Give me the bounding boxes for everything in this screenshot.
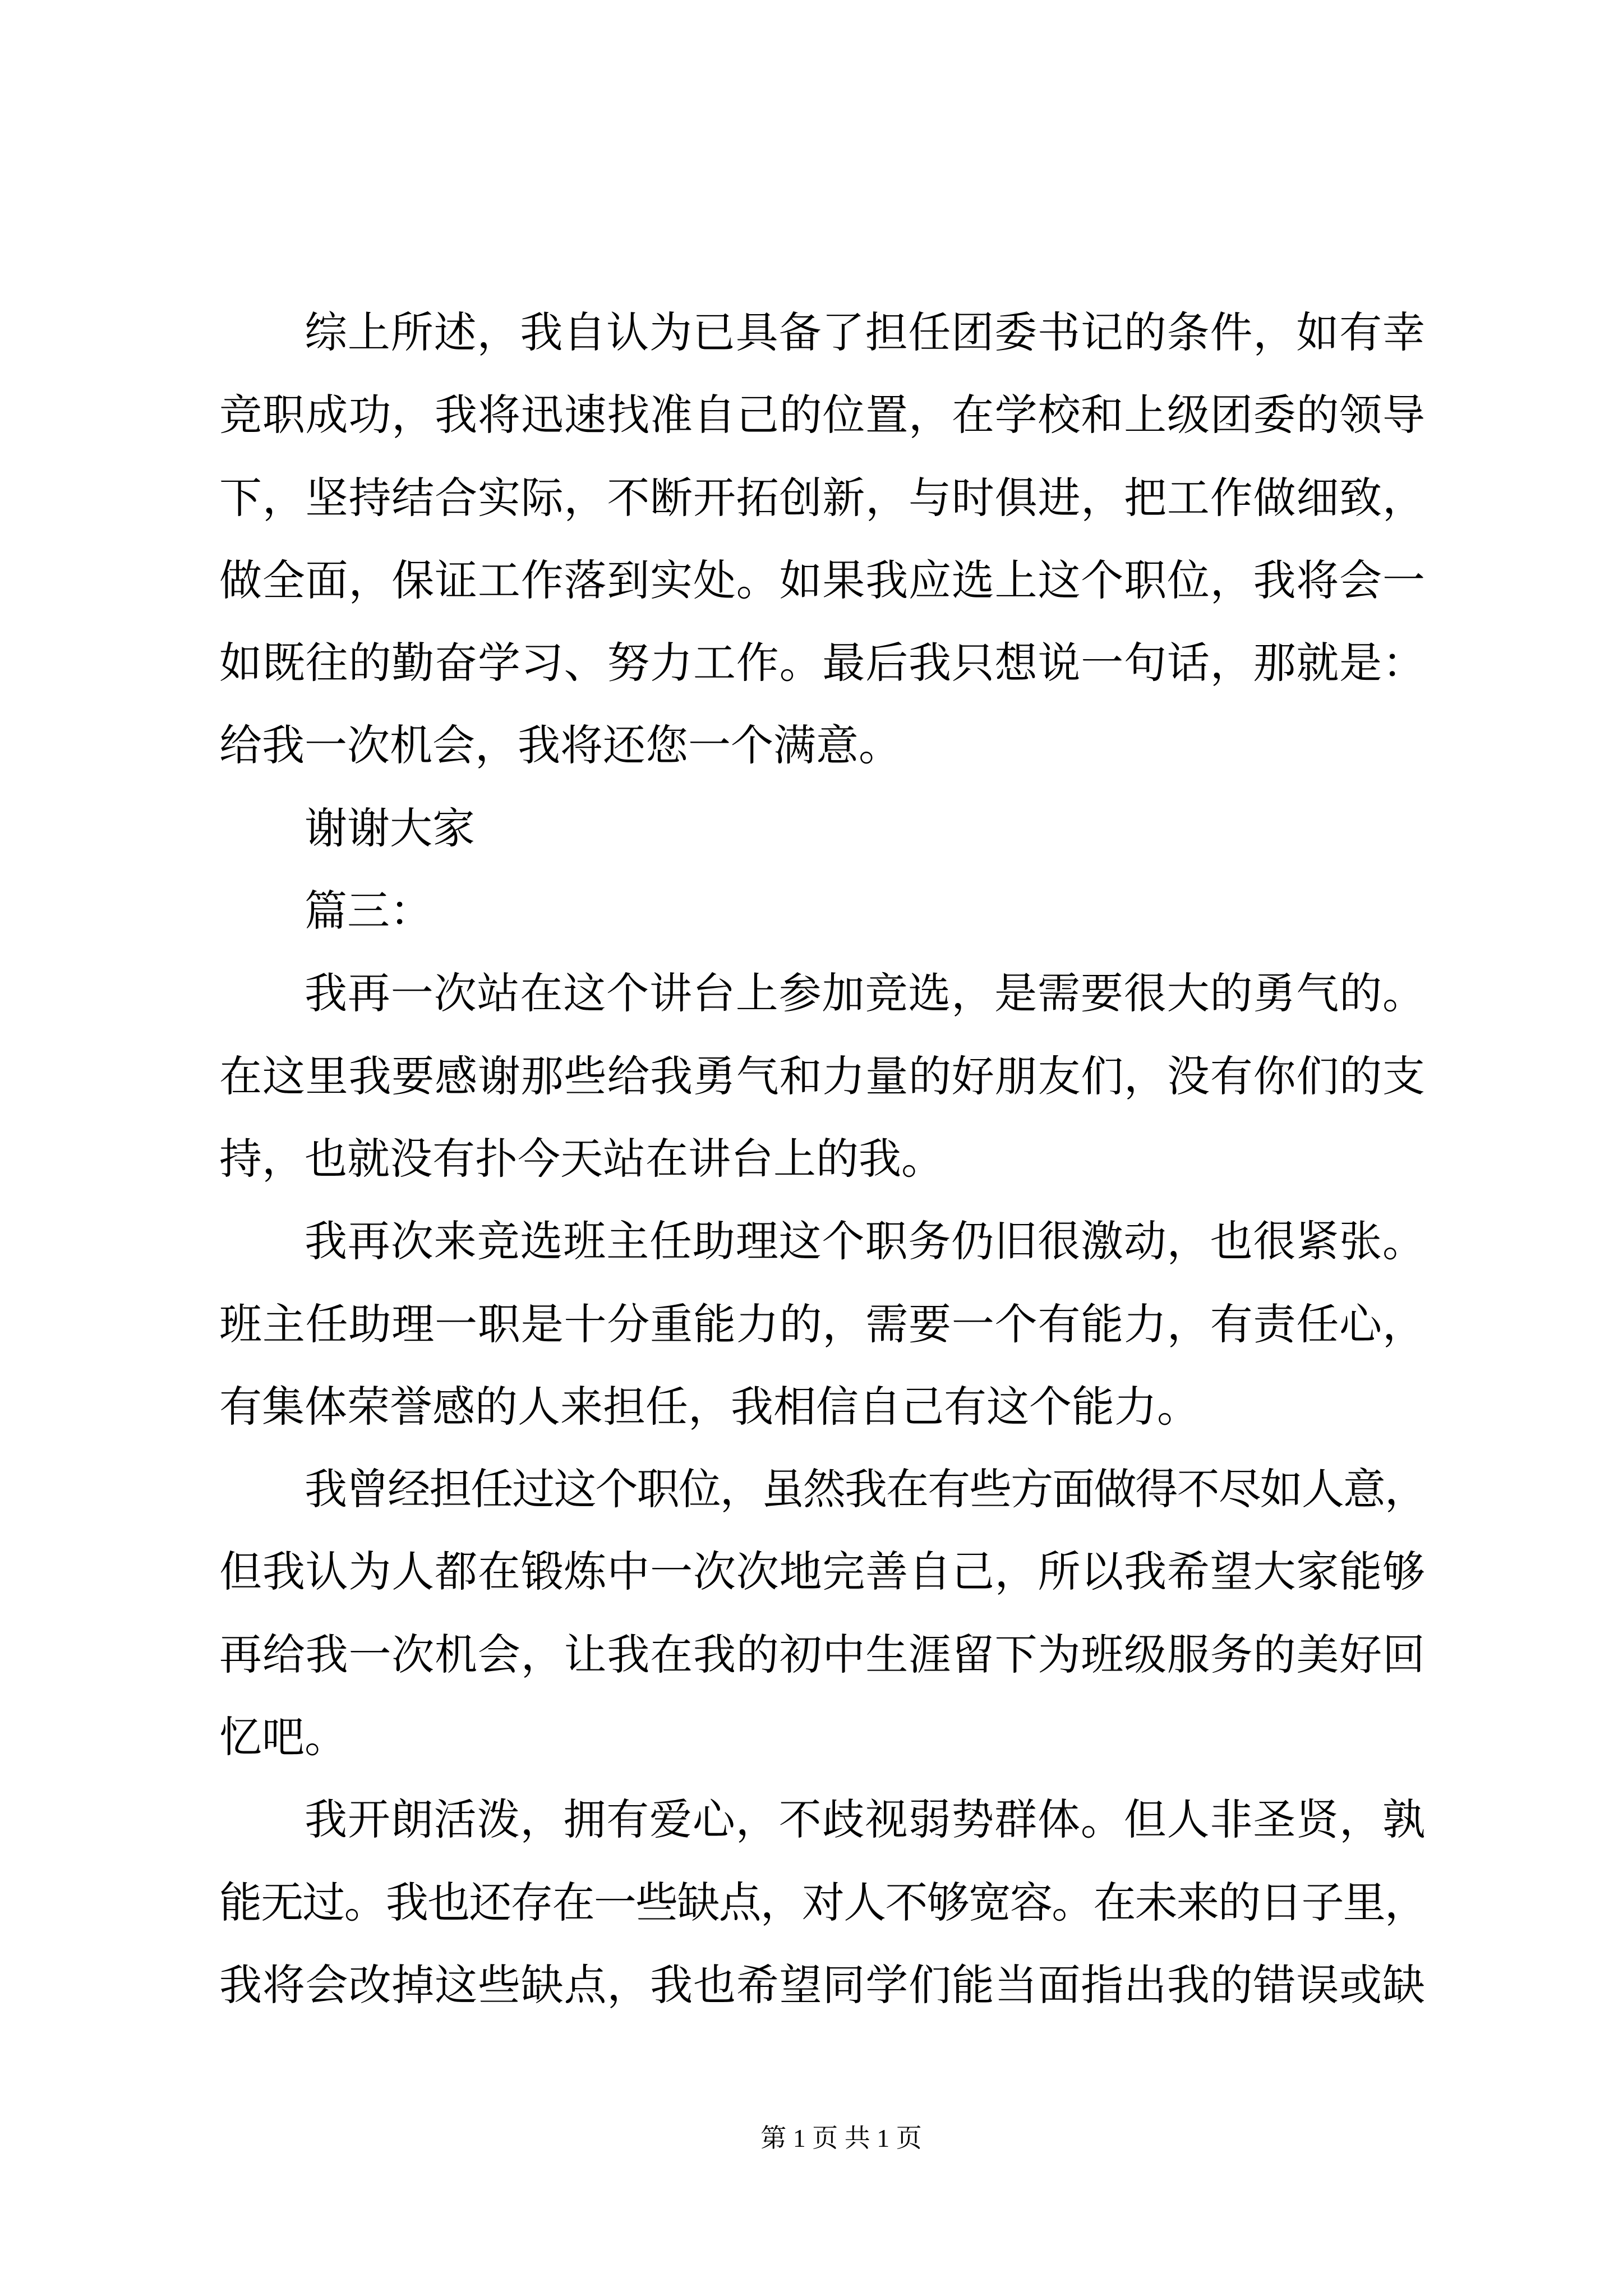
paragraph-line: 竞职成功，我将迅速找准自己的位置，在学校和上级团委的领导 bbox=[219, 392, 1425, 440]
paragraph-personality bbox=[219, 1779, 1425, 2027]
document-body bbox=[219, 292, 1425, 2027]
paragraph-line: 如既往的勤奋学习、努力工作。最后我只想说一句话，那就是： bbox=[219, 640, 1425, 688]
paragraph-line: 下，坚持结合实际，不断开拓创新，与时俱进，把工作做细致， bbox=[219, 475, 1425, 522]
section-heading-line: 篇三： bbox=[305, 888, 432, 936]
closing-line: 谢谢大家 bbox=[305, 805, 475, 853]
paragraph-line: 再给我一次机会，让我在我的初中生涯留下为班级服务的美好回 bbox=[219, 1631, 1425, 1679]
paragraph-line: 我再一次站在这个讲台上参加竞选，是需要很大的勇气的。 bbox=[305, 970, 1425, 1018]
page-footer: 第 1 页 共 1 页 bbox=[760, 2124, 922, 2152]
paragraph-line: 在这里我要感谢那些给我勇气和力量的好朋友们，没有你们的支 bbox=[219, 1053, 1425, 1101]
paragraph-conclusion bbox=[219, 292, 1425, 788]
paragraph-line: 我开朗活泼，拥有爱心，不歧视弱势群体。但人非圣贤，孰 bbox=[305, 1797, 1425, 1844]
section-heading bbox=[219, 871, 1425, 953]
paragraph-line: 给我一次机会，我将还您一个满意。 bbox=[219, 723, 901, 770]
paragraph-line: 做全面，保证工作落到实处。如果我应选上这个职位，我将会一 bbox=[219, 557, 1425, 605]
paragraph-line: 但我认为人都在锻炼中一次次地完善自己，所以我希望大家能够 bbox=[219, 1549, 1425, 1596]
paragraph-line: 持，也就没有扑今天站在讲台上的我。 bbox=[219, 1135, 944, 1183]
paragraph-experience bbox=[219, 1449, 1425, 1779]
paragraph-line: 我将会改掉这些缺点，我也希望同学们能当面指出我的错误或缺 bbox=[219, 1962, 1425, 2009]
paragraph-line: 有集体荣誉感的人来担任，我相信自己有这个能力。 bbox=[219, 1383, 1200, 1431]
paragraph-motivation bbox=[219, 1201, 1425, 1449]
paragraph-line: 我再次来竞选班主任助理这个职务仍旧很激动，也很紧张。 bbox=[305, 1218, 1425, 1266]
closing-paragraph bbox=[219, 788, 1425, 871]
paragraph-courage bbox=[219, 953, 1425, 1201]
paragraph-line: 忆吧。 bbox=[219, 1714, 347, 1762]
paragraph-line: 我曾经担任过这个职位，虽然我在有些方面做得不尽如人意， bbox=[305, 1466, 1425, 1514]
paragraph-line: 综上所述，我自认为已具备了担任团委书记的条件，如有幸 bbox=[305, 310, 1425, 357]
paragraph-line: 班主任助理一职是十分重能力的，需要一个有能力，有责任心， bbox=[219, 1301, 1425, 1349]
paragraph-line: 能无过。我也还存在一些缺点，对人不够宽容。在未来的日子里， bbox=[219, 1879, 1425, 1927]
